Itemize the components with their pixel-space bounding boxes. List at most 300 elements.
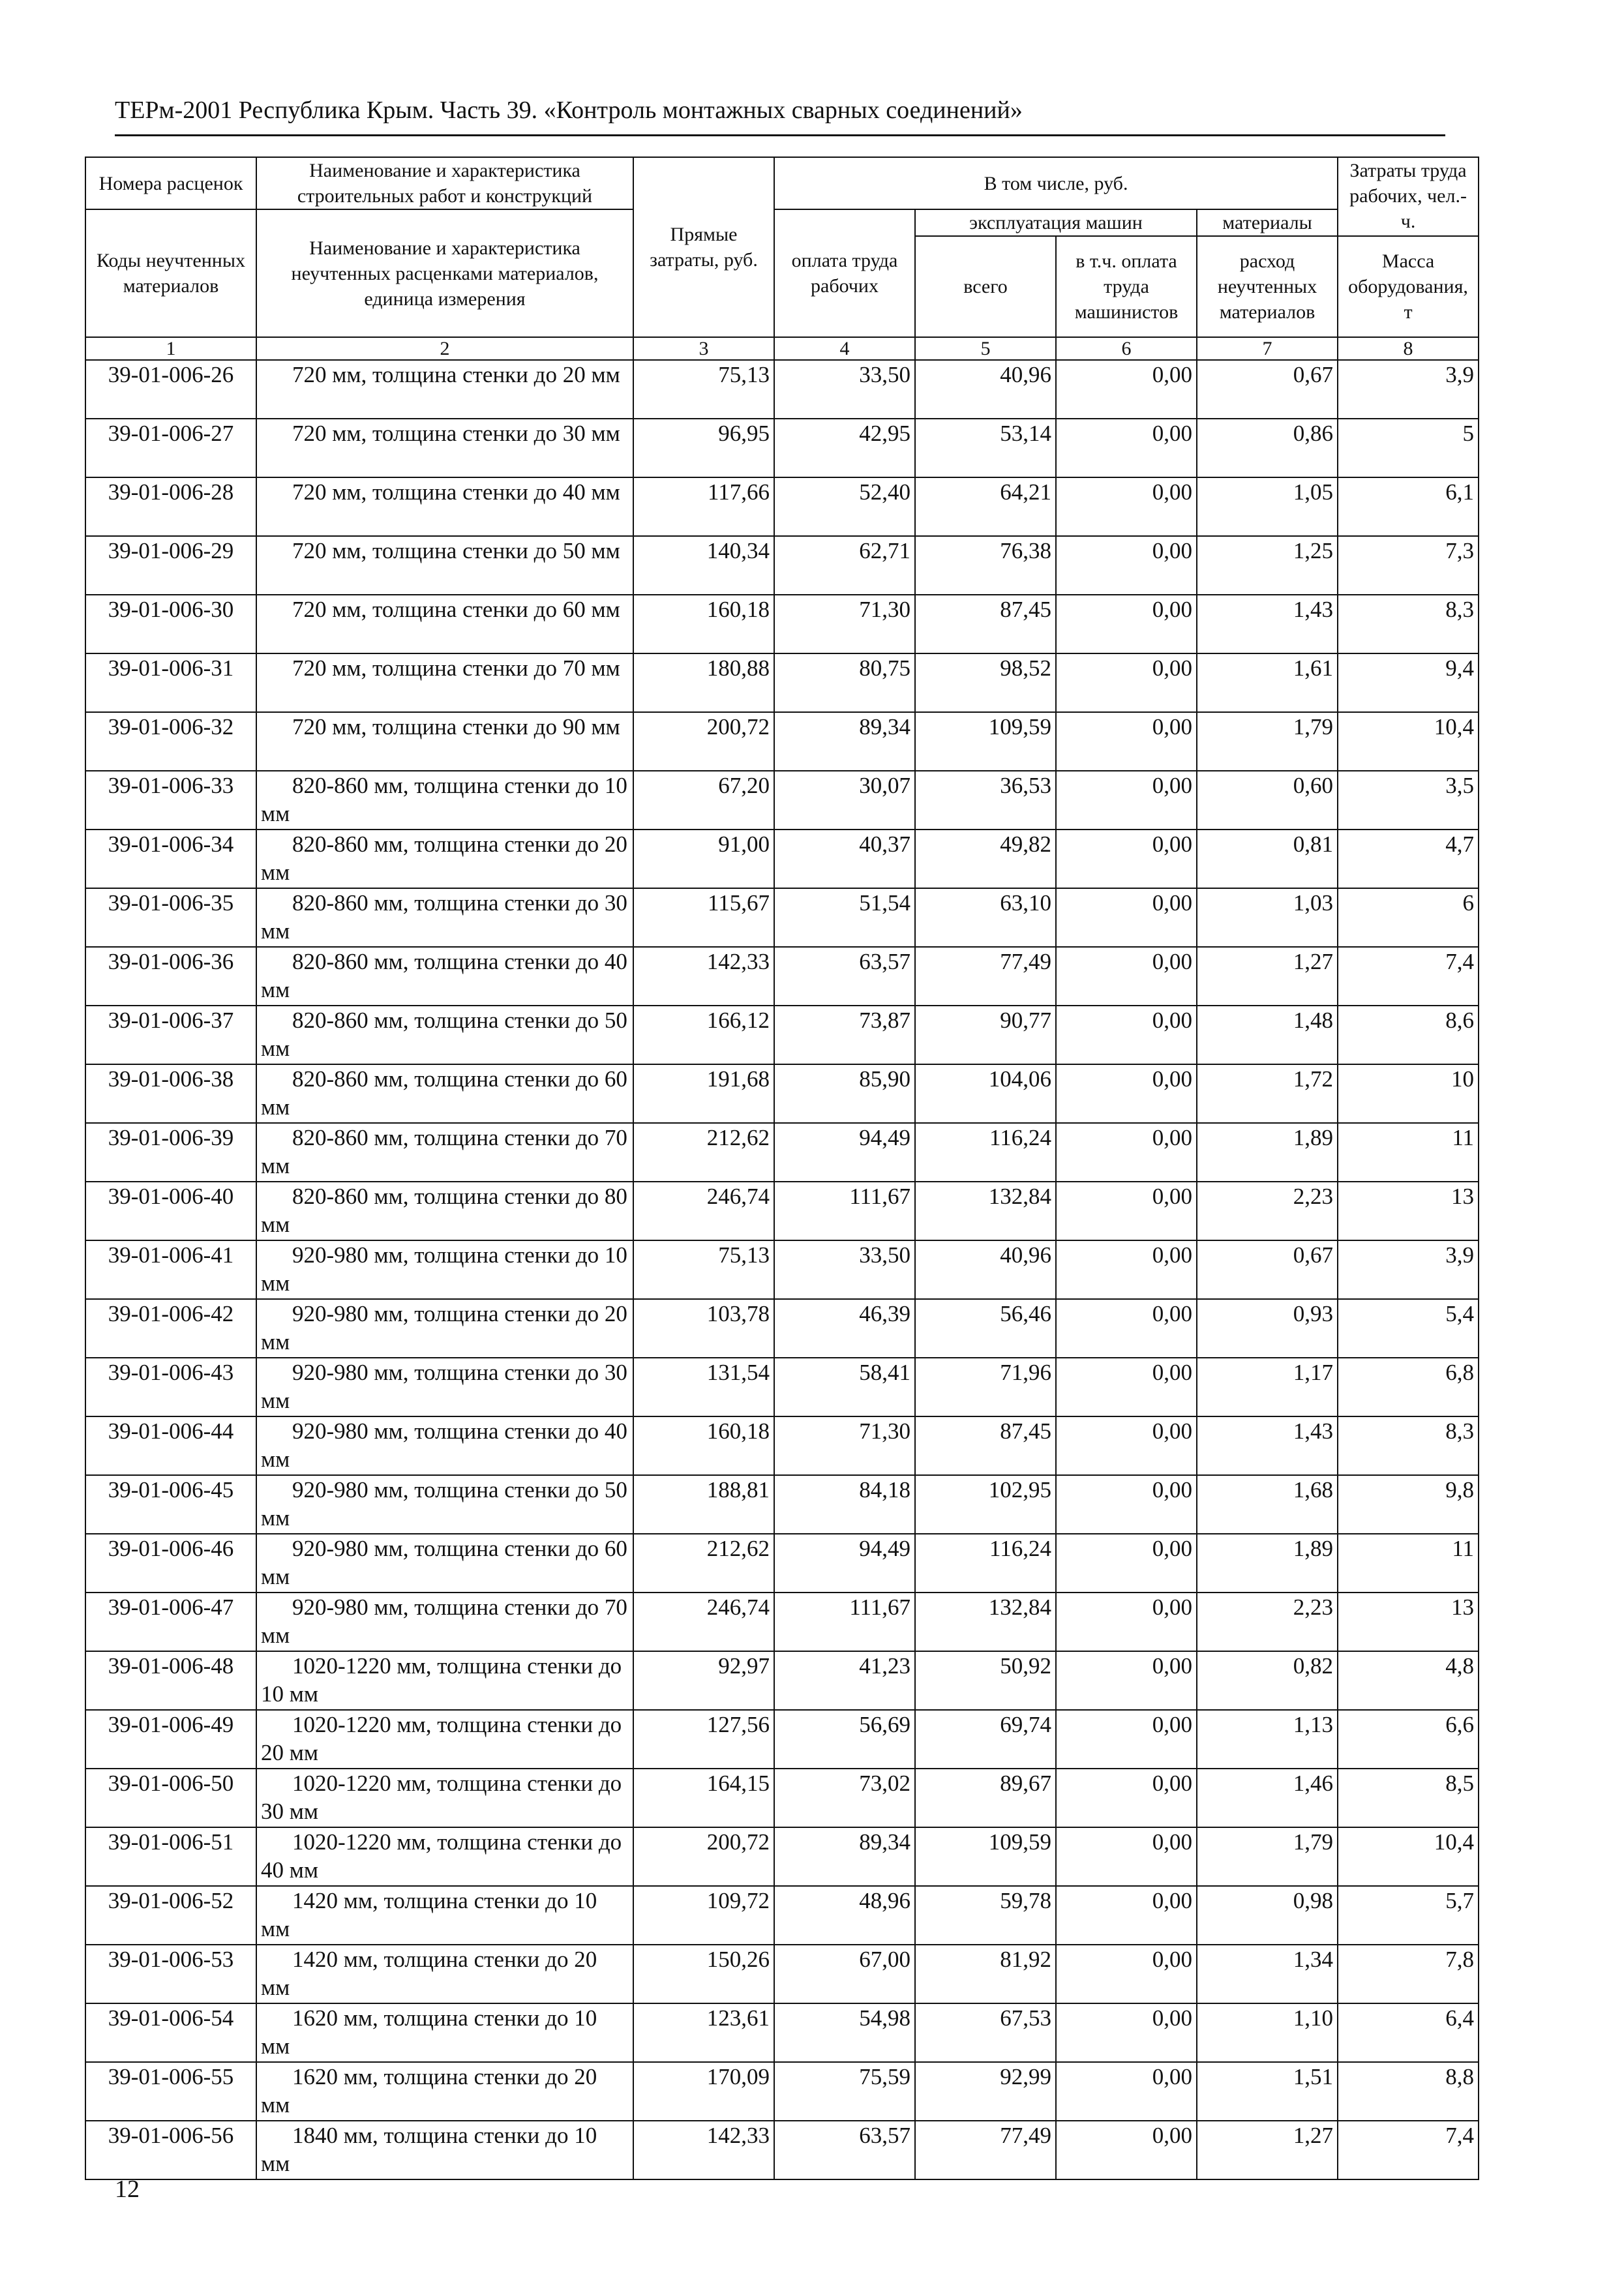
direct-costs-value: 142,33 <box>633 947 774 1006</box>
operator-pay-value: 0,00 <box>1056 1651 1197 1710</box>
direct-costs-value: 150,26 <box>633 1945 774 2003</box>
work-description: 920-980 мм, толщина стенки до 50 мм <box>256 1475 633 1534</box>
machines-total-value: 63,10 <box>915 888 1056 947</box>
materials-value: 2,23 <box>1197 1593 1338 1651</box>
direct-costs-value: 166,12 <box>633 1006 774 1064</box>
machines-total-value: 116,24 <box>915 1123 1056 1182</box>
materials-value: 0,86 <box>1197 419 1338 477</box>
work-description: 720 мм, толщина стенки до 90 мм <box>256 712 633 771</box>
col-number: 2 <box>256 337 633 360</box>
worker-pay-value: 42,95 <box>774 419 915 477</box>
table-row <box>85 1475 1479 1534</box>
head-material-name: Наименование и характеристика неучтенных расценками материалов, единица измерения <box>256 209 633 337</box>
operator-pay-value: 0,00 <box>1056 2121 1197 2179</box>
operator-pay-value: 0,00 <box>1056 830 1197 888</box>
table-row <box>85 1769 1479 1827</box>
rate-code: 39-01-006-44 <box>85 1416 256 1475</box>
rate-code: 39-01-006-30 <box>85 595 256 653</box>
direct-costs-value: 140,34 <box>633 536 774 595</box>
operator-pay-value: 0,00 <box>1056 1299 1197 1358</box>
materials-value: 0,67 <box>1197 360 1338 419</box>
direct-costs-value: 160,18 <box>633 1416 774 1475</box>
direct-costs-value: 160,18 <box>633 595 774 653</box>
worker-pay-value: 30,07 <box>774 771 915 830</box>
rate-code: 39-01-006-29 <box>85 536 256 595</box>
materials-value: 1,43 <box>1197 1416 1338 1475</box>
table-row <box>85 2121 1479 2179</box>
head-materials: материалы <box>1197 209 1338 236</box>
table-row <box>85 536 1479 595</box>
column-number-row <box>85 337 1479 360</box>
machines-total-value: 77,49 <box>915 947 1056 1006</box>
head-direct-costs: Прямые затраты, руб. <box>633 157 774 337</box>
machines-total-value: 92,99 <box>915 2062 1056 2121</box>
materials-value: 1,61 <box>1197 653 1338 712</box>
machines-total-value: 40,96 <box>915 1240 1056 1299</box>
worker-pay-value: 85,90 <box>774 1064 915 1123</box>
labor-hours-value: 6,1 <box>1338 477 1479 536</box>
operator-pay-value: 0,00 <box>1056 536 1197 595</box>
operator-pay-value: 0,00 <box>1056 2062 1197 2121</box>
work-description: 820-860 мм, толщина стенки до 20 мм <box>256 830 633 888</box>
worker-pay-value: 89,34 <box>774 1827 915 1886</box>
table-row <box>85 1240 1479 1299</box>
labor-hours-value: 4,7 <box>1338 830 1479 888</box>
table-row <box>85 1299 1479 1358</box>
work-description: 1020-1220 мм, толщина стенки до 30 мм <box>256 1769 633 1827</box>
labor-hours-value: 11 <box>1338 1123 1479 1182</box>
worker-pay-value: 33,50 <box>774 1240 915 1299</box>
direct-costs-value: 127,56 <box>633 1710 774 1769</box>
work-description: 820-860 мм, толщина стенки до 10 мм <box>256 771 633 830</box>
labor-hours-value: 9,4 <box>1338 653 1479 712</box>
labor-hours-value: 8,6 <box>1338 1006 1479 1064</box>
work-description: 820-860 мм, толщина стенки до 40 мм <box>256 947 633 1006</box>
table-row <box>85 1651 1479 1710</box>
materials-value: 0,82 <box>1197 1651 1338 1710</box>
operator-pay-value: 0,00 <box>1056 477 1197 536</box>
materials-value: 1,43 <box>1197 595 1338 653</box>
rate-code: 39-01-006-40 <box>85 1182 256 1240</box>
worker-pay-value: 48,96 <box>774 1886 915 1945</box>
worker-pay-value: 52,40 <box>774 477 915 536</box>
labor-hours-value: 7,8 <box>1338 1945 1479 2003</box>
rate-code: 39-01-006-46 <box>85 1534 256 1593</box>
worker-pay-value: 46,39 <box>774 1299 915 1358</box>
col-number: 8 <box>1338 337 1479 360</box>
table-row <box>85 1827 1479 1886</box>
table-row <box>85 360 1479 419</box>
labor-hours-value: 4,8 <box>1338 1651 1479 1710</box>
worker-pay-value: 51,54 <box>774 888 915 947</box>
rate-code: 39-01-006-47 <box>85 1593 256 1651</box>
rate-code: 39-01-006-37 <box>85 1006 256 1064</box>
machines-total-value: 40,96 <box>915 360 1056 419</box>
rate-code: 39-01-006-56 <box>85 2121 256 2179</box>
operator-pay-value: 0,00 <box>1056 1475 1197 1534</box>
work-description: 1420 мм, толщина стенки до 10 мм <box>256 1886 633 1945</box>
direct-costs-value: 75,13 <box>633 1240 774 1299</box>
table-row <box>85 1710 1479 1769</box>
work-description: 920-980 мм, толщина стенки до 70 мм <box>256 1593 633 1651</box>
labor-hours-value: 5,7 <box>1338 1886 1479 1945</box>
operator-pay-value: 0,00 <box>1056 888 1197 947</box>
direct-costs-value: 212,62 <box>633 1123 774 1182</box>
table-row <box>85 947 1479 1006</box>
table-head <box>85 157 1479 360</box>
table-row <box>85 2003 1479 2062</box>
rate-code: 39-01-006-43 <box>85 1358 256 1416</box>
work-description: 920-980 мм, толщина стенки до 40 мм <box>256 1416 633 1475</box>
direct-costs-value: 188,81 <box>633 1475 774 1534</box>
direct-costs-value: 246,74 <box>633 1182 774 1240</box>
worker-pay-value: 111,67 <box>774 1182 915 1240</box>
machines-total-value: 89,67 <box>915 1769 1056 1827</box>
operator-pay-value: 0,00 <box>1056 1593 1197 1651</box>
materials-value: 1,05 <box>1197 477 1338 536</box>
machines-total-value: 81,92 <box>915 1945 1056 2003</box>
labor-hours-value: 10,4 <box>1338 712 1479 771</box>
work-description: 920-980 мм, толщина стенки до 20 мм <box>256 1299 633 1358</box>
worker-pay-value: 41,23 <box>774 1651 915 1710</box>
operator-pay-value: 0,00 <box>1056 1710 1197 1769</box>
table-row <box>85 1182 1479 1240</box>
work-description: 720 мм, толщина стенки до 60 мм <box>256 595 633 653</box>
work-description: 720 мм, толщина стенки до 40 мм <box>256 477 633 536</box>
labor-hours-value: 8,3 <box>1338 1416 1479 1475</box>
operator-pay-value: 0,00 <box>1056 1534 1197 1593</box>
machines-total-value: 71,96 <box>915 1358 1056 1416</box>
rate-code: 39-01-006-28 <box>85 477 256 536</box>
labor-hours-value: 13 <box>1338 1593 1479 1651</box>
head-machines-total: всего <box>915 236 1056 337</box>
operator-pay-value: 0,00 <box>1056 653 1197 712</box>
rate-code: 39-01-006-35 <box>85 888 256 947</box>
rate-code: 39-01-006-52 <box>85 1886 256 1945</box>
head-unaccounted-materials: расход неучтенных материалов <box>1197 236 1338 337</box>
table-row <box>85 1416 1479 1475</box>
direct-costs-value: 142,33 <box>633 2121 774 2179</box>
labor-hours-value: 9,8 <box>1338 1475 1479 1534</box>
labor-hours-value: 8,5 <box>1338 1769 1479 1827</box>
work-description: 720 мм, толщина стенки до 30 мм <box>256 419 633 477</box>
operator-pay-value: 0,00 <box>1056 595 1197 653</box>
machines-total-value: 116,24 <box>915 1534 1056 1593</box>
machines-total-value: 77,49 <box>915 2121 1056 2179</box>
head-material-codes: Коды неучтенных материалов <box>85 209 256 337</box>
direct-costs-value: 123,61 <box>633 2003 774 2062</box>
machines-total-value: 76,38 <box>915 536 1056 595</box>
materials-value: 1,27 <box>1197 2121 1338 2179</box>
operator-pay-value: 0,00 <box>1056 1064 1197 1123</box>
direct-costs-value: 131,54 <box>633 1358 774 1416</box>
direct-costs-value: 96,95 <box>633 419 774 477</box>
direct-costs-value: 212,62 <box>633 1534 774 1593</box>
table-row <box>85 888 1479 947</box>
col-number: 4 <box>774 337 915 360</box>
operator-pay-value: 0,00 <box>1056 1240 1197 1299</box>
machines-total-value: 59,78 <box>915 1886 1056 1945</box>
direct-costs-value: 109,72 <box>633 1886 774 1945</box>
materials-value: 1,79 <box>1197 1827 1338 1886</box>
machines-total-value: 67,53 <box>915 2003 1056 2062</box>
head-labor-costs: Затраты труда рабочих, чел.-ч. <box>1338 157 1479 236</box>
machines-total-value: 98,52 <box>915 653 1056 712</box>
work-description: 720 мм, толщина стенки до 70 мм <box>256 653 633 712</box>
head-equipment-mass: Масса оборудования, т <box>1338 236 1479 337</box>
table-row <box>85 595 1479 653</box>
machines-total-value: 104,06 <box>915 1064 1056 1123</box>
direct-costs-value: 117,66 <box>633 477 774 536</box>
worker-pay-value: 94,49 <box>774 1123 915 1182</box>
table-row <box>85 712 1479 771</box>
labor-hours-value: 5 <box>1338 419 1479 477</box>
materials-value: 0,81 <box>1197 830 1338 888</box>
work-description: 720 мм, толщина стенки до 20 мм <box>256 360 633 419</box>
worker-pay-value: 58,41 <box>774 1358 915 1416</box>
table-row <box>85 2062 1479 2121</box>
operator-pay-value: 0,00 <box>1056 1945 1197 2003</box>
head-rate-numbers: Номера расценок <box>85 157 256 209</box>
rate-code: 39-01-006-32 <box>85 712 256 771</box>
head-including-group: В том числе, руб. <box>774 157 1338 209</box>
rate-code: 39-01-006-27 <box>85 419 256 477</box>
work-description: 1020-1220 мм, толщина стенки до 40 мм <box>256 1827 633 1886</box>
rate-code: 39-01-006-53 <box>85 1945 256 2003</box>
materials-value: 1,68 <box>1197 1475 1338 1534</box>
machines-total-value: 87,45 <box>915 595 1056 653</box>
work-description: 820-860 мм, толщина стенки до 70 мм <box>256 1123 633 1182</box>
materials-value: 1,03 <box>1197 888 1338 947</box>
materials-value: 0,60 <box>1197 771 1338 830</box>
head-machine-operation: эксплуатация машин <box>915 209 1197 236</box>
table-row <box>85 477 1479 536</box>
rate-code: 39-01-006-33 <box>85 771 256 830</box>
table-row <box>85 1534 1479 1593</box>
rate-code: 39-01-006-51 <box>85 1827 256 1886</box>
materials-value: 1,89 <box>1197 1123 1338 1182</box>
table-row <box>85 1945 1479 2003</box>
worker-pay-value: 111,67 <box>774 1593 915 1651</box>
labor-hours-value: 3,9 <box>1338 1240 1479 1299</box>
materials-value: 1,46 <box>1197 1769 1338 1827</box>
work-description: 720 мм, толщина стенки до 50 мм <box>256 536 633 595</box>
worker-pay-value: 71,30 <box>774 1416 915 1475</box>
table-row <box>85 1593 1479 1651</box>
machines-total-value: 50,92 <box>915 1651 1056 1710</box>
machines-total-value: 87,45 <box>915 1416 1056 1475</box>
worker-pay-value: 63,57 <box>774 947 915 1006</box>
machines-total-value: 64,21 <box>915 477 1056 536</box>
labor-hours-value: 7,4 <box>1338 947 1479 1006</box>
worker-pay-value: 54,98 <box>774 2003 915 2062</box>
operator-pay-value: 0,00 <box>1056 419 1197 477</box>
operator-pay-value: 0,00 <box>1056 712 1197 771</box>
rate-code: 39-01-006-36 <box>85 947 256 1006</box>
labor-hours-value: 3,9 <box>1338 360 1479 419</box>
materials-value: 1,51 <box>1197 2062 1338 2121</box>
rate-code: 39-01-006-34 <box>85 830 256 888</box>
operator-pay-value: 0,00 <box>1056 1123 1197 1182</box>
worker-pay-value: 94,49 <box>774 1534 915 1593</box>
rate-code: 39-01-006-45 <box>85 1475 256 1534</box>
worker-pay-value: 67,00 <box>774 1945 915 2003</box>
materials-value: 1,25 <box>1197 536 1338 595</box>
direct-costs-value: 164,15 <box>633 1769 774 1827</box>
col-number: 3 <box>633 337 774 360</box>
materials-value: 0,93 <box>1197 1299 1338 1358</box>
labor-hours-value: 11 <box>1338 1534 1479 1593</box>
labor-hours-value: 6,4 <box>1338 2003 1479 2062</box>
materials-value: 1,17 <box>1197 1358 1338 1416</box>
worker-pay-value: 73,02 <box>774 1769 915 1827</box>
table-row <box>85 1358 1479 1416</box>
col-number: 1 <box>85 337 256 360</box>
worker-pay-value: 89,34 <box>774 712 915 771</box>
materials-value: 0,98 <box>1197 1886 1338 1945</box>
materials-value: 1,89 <box>1197 1534 1338 1593</box>
work-description: 920-980 мм, толщина стенки до 30 мм <box>256 1358 633 1416</box>
operator-pay-value: 0,00 <box>1056 1827 1197 1886</box>
labor-hours-value: 5,4 <box>1338 1299 1479 1358</box>
materials-value: 1,10 <box>1197 2003 1338 2062</box>
labor-hours-value: 13 <box>1338 1182 1479 1240</box>
operator-pay-value: 0,00 <box>1056 947 1197 1006</box>
work-description: 920-980 мм, толщина стенки до 60 мм <box>256 1534 633 1593</box>
table-row <box>85 1064 1479 1123</box>
worker-pay-value: 75,59 <box>774 2062 915 2121</box>
head-operator-pay: в т.ч. оплата труда машинистов <box>1056 236 1197 337</box>
rate-code: 39-01-006-48 <box>85 1651 256 1710</box>
worker-pay-value: 73,87 <box>774 1006 915 1064</box>
worker-pay-value: 63,57 <box>774 2121 915 2179</box>
table-row <box>85 419 1479 477</box>
direct-costs-value: 103,78 <box>633 1299 774 1358</box>
table-row <box>85 1123 1479 1182</box>
machines-total-value: 69,74 <box>915 1710 1056 1769</box>
worker-pay-value: 56,69 <box>774 1710 915 1769</box>
rate-code: 39-01-006-41 <box>85 1240 256 1299</box>
worker-pay-value: 62,71 <box>774 536 915 595</box>
direct-costs-value: 180,88 <box>633 653 774 712</box>
rate-code: 39-01-006-50 <box>85 1769 256 1827</box>
work-description: 1840 мм, толщина стенки до 10 мм <box>256 2121 633 2179</box>
labor-hours-value: 7,3 <box>1338 536 1479 595</box>
materials-value: 1,27 <box>1197 947 1338 1006</box>
work-description: 1020-1220 мм, толщина стенки до 10 мм <box>256 1651 633 1710</box>
direct-costs-value: 170,09 <box>633 2062 774 2121</box>
head-work-name: Наименование и характеристика строительных работ и конструкций <box>256 157 633 209</box>
rate-code: 39-01-006-31 <box>85 653 256 712</box>
operator-pay-value: 0,00 <box>1056 1358 1197 1416</box>
table-body <box>85 360 1479 2179</box>
worker-pay-value: 84,18 <box>774 1475 915 1534</box>
machines-total-value: 109,59 <box>915 1827 1056 1886</box>
rate-code: 39-01-006-26 <box>85 360 256 419</box>
labor-hours-value: 8,8 <box>1338 2062 1479 2121</box>
rate-code: 39-01-006-42 <box>85 1299 256 1358</box>
labor-hours-value: 8,3 <box>1338 595 1479 653</box>
direct-costs-value: 200,72 <box>633 712 774 771</box>
work-description: 1620 мм, толщина стенки до 10 мм <box>256 2003 633 2062</box>
rates-table <box>85 157 1479 2180</box>
worker-pay-value: 40,37 <box>774 830 915 888</box>
col-number: 5 <box>915 337 1056 360</box>
operator-pay-value: 0,00 <box>1056 1006 1197 1064</box>
direct-costs-value: 115,67 <box>633 888 774 947</box>
operator-pay-value: 0,00 <box>1056 1416 1197 1475</box>
machines-total-value: 109,59 <box>915 712 1056 771</box>
work-description: 820-860 мм, толщина стенки до 50 мм <box>256 1006 633 1064</box>
page-header: ТЕРм-2001 Республика Крым. Часть 39. «Контроль монтажных сварных соединений» <box>115 98 1445 136</box>
work-description: 820-860 мм, толщина стенки до 80 мм <box>256 1182 633 1240</box>
labor-hours-value: 6,8 <box>1338 1358 1479 1416</box>
operator-pay-value: 0,00 <box>1056 2003 1197 2062</box>
table-row <box>85 1006 1479 1064</box>
col-number: 6 <box>1056 337 1197 360</box>
direct-costs-value: 91,00 <box>633 830 774 888</box>
operator-pay-value: 0,00 <box>1056 1182 1197 1240</box>
direct-costs-value: 92,97 <box>633 1651 774 1710</box>
work-description: 1620 мм, толщина стенки до 20 мм <box>256 2062 633 2121</box>
machines-total-value: 102,95 <box>915 1475 1056 1534</box>
machines-total-value: 36,53 <box>915 771 1056 830</box>
work-description: 920-980 мм, толщина стенки до 10 мм <box>256 1240 633 1299</box>
worker-pay-value: 71,30 <box>774 595 915 653</box>
labor-hours-value: 6 <box>1338 888 1479 947</box>
col-number: 7 <box>1197 337 1338 360</box>
materials-value: 1,79 <box>1197 712 1338 771</box>
labor-hours-value: 7,4 <box>1338 2121 1479 2179</box>
direct-costs-value: 75,13 <box>633 360 774 419</box>
direct-costs-value: 246,74 <box>633 1593 774 1651</box>
labor-hours-value: 10,4 <box>1338 1827 1479 1886</box>
rate-code: 39-01-006-55 <box>85 2062 256 2121</box>
machines-total-value: 53,14 <box>915 419 1056 477</box>
work-description: 820-860 мм, толщина стенки до 60 мм <box>256 1064 633 1123</box>
machines-total-value: 132,84 <box>915 1593 1056 1651</box>
page-number: 12 <box>115 2176 140 2203</box>
operator-pay-value: 0,00 <box>1056 1886 1197 1945</box>
materials-value: 1,13 <box>1197 1710 1338 1769</box>
table-row <box>85 653 1479 712</box>
rate-code: 39-01-006-39 <box>85 1123 256 1182</box>
direct-costs-value: 67,20 <box>633 771 774 830</box>
worker-pay-value: 80,75 <box>774 653 915 712</box>
labor-hours-value: 3,5 <box>1338 771 1479 830</box>
head-worker-pay: оплата труда рабочих <box>774 209 915 337</box>
work-description: 1020-1220 мм, толщина стенки до 20 мм <box>256 1710 633 1769</box>
materials-value: 0,67 <box>1197 1240 1338 1299</box>
materials-value: 1,34 <box>1197 1945 1338 2003</box>
direct-costs-value: 191,68 <box>633 1064 774 1123</box>
operator-pay-value: 0,00 <box>1056 771 1197 830</box>
machines-total-value: 132,84 <box>915 1182 1056 1240</box>
materials-value: 1,72 <box>1197 1064 1338 1123</box>
materials-value: 1,48 <box>1197 1006 1338 1064</box>
materials-value: 2,23 <box>1197 1182 1338 1240</box>
machines-total-value: 90,77 <box>915 1006 1056 1064</box>
operator-pay-value: 0,00 <box>1056 1769 1197 1827</box>
work-description: 1420 мм, толщина стенки до 20 мм <box>256 1945 633 2003</box>
operator-pay-value: 0,00 <box>1056 360 1197 419</box>
worker-pay-value: 33,50 <box>774 360 915 419</box>
labor-hours-value: 6,6 <box>1338 1710 1479 1769</box>
machines-total-value: 49,82 <box>915 830 1056 888</box>
table-row <box>85 1886 1479 1945</box>
work-description: 820-860 мм, толщина стенки до 30 мм <box>256 888 633 947</box>
labor-hours-value: 10 <box>1338 1064 1479 1123</box>
